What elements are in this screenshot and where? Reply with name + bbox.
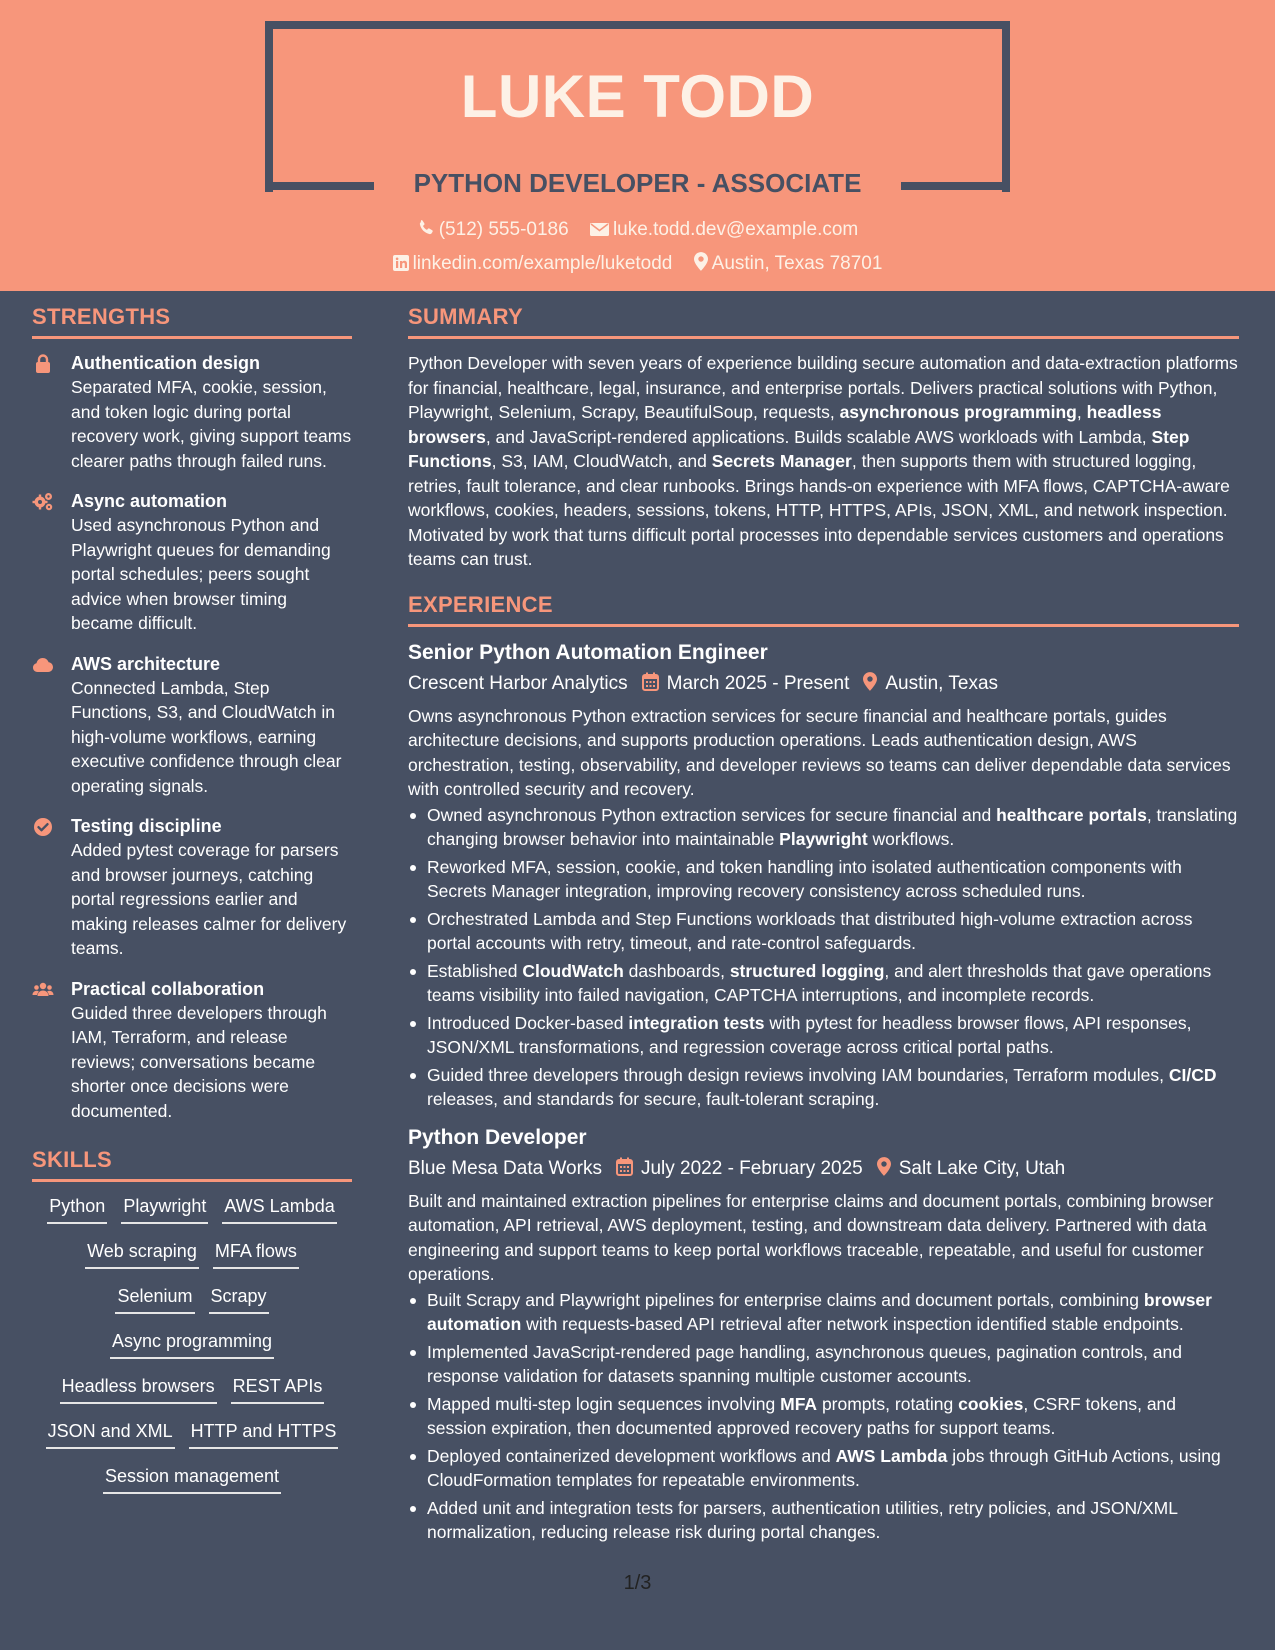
job-bullet: Implemented JavaScript-rendered page handling, asynchronous queues, pagination controls, and response validation for datasets spanning multiple customer accounts. xyxy=(408,1340,1239,1389)
job-bullet: Orchestrated Lambda and Step Functions workloads that distributed high-volume extraction across portal accounts with retry, timeout, and rate-control safeguards. xyxy=(408,907,1239,956)
strength-title: AWS architecture xyxy=(71,653,221,674)
skill-tag: Playwright xyxy=(121,1194,208,1224)
job-role: Python Developer xyxy=(408,1125,587,1149)
right-column xyxy=(408,304,1239,1557)
skill-tag: Python xyxy=(47,1194,107,1224)
skill-tag: AWS Lambda xyxy=(222,1194,336,1224)
job-bullet: Owned asynchronous Python extraction services for secure financial and healthcare portals, translating changing browser behavior into maintainable Playwright workflows. xyxy=(408,803,1239,852)
job-entry xyxy=(408,1124,1239,1545)
job-bullet: Established CloudWatch dashboards, structured logging, and alert thresholds that gave operations teams visibility into failed navigation, CAPTCHA interruptions, and incomplete records. xyxy=(408,959,1239,1008)
skills-list xyxy=(32,1194,352,1495)
calendar-icon xyxy=(616,1157,633,1176)
experience-heading: EXPERIENCE xyxy=(408,592,1239,627)
strength-item xyxy=(32,977,352,1124)
strength-item xyxy=(32,489,352,636)
phone-icon xyxy=(417,219,435,237)
skill-tag: Async programming xyxy=(110,1329,274,1359)
job-dates: July 2022 - February 2025 xyxy=(640,1157,863,1179)
header-banner xyxy=(0,0,1275,291)
strength-title: Testing discipline xyxy=(71,816,222,836)
strengths-heading: STRENGTHS xyxy=(32,304,352,339)
job-bullet: Deployed containerized development workflows and AWS Lambda jobs through GitHub Actions, using CloudFormation templates for repeatable environments. xyxy=(408,1444,1239,1493)
job-title: PYTHON DEVELOPER - ASSOCIATE xyxy=(413,168,862,198)
job-dates: March 2025 - Present xyxy=(666,672,850,694)
users-icon xyxy=(32,979,54,1001)
job-bullet: Added unit and integration tests for parsers, authentication utilities, retry policies, and JSON/XML normalization, reducing release risk during portal changes. xyxy=(408,1496,1239,1545)
job-description: Built and maintained extraction pipelines for enterprise claims and document portals, combining browser automation, API retrieval, AWS deployment, testing, and downstream data delivery. Partnered with data engineering and support teams to keep portal workflows traceable, repeatable, and useful for customer operations. xyxy=(408,1190,1214,1284)
job-company: Crescent Harbor Analytics xyxy=(408,672,628,694)
left-column xyxy=(32,304,352,1509)
strength-desc: Used asynchronous Python and Playwright queues for demanding portal schedules; peers sought advice when browser timing became difficult. xyxy=(71,515,331,633)
skill-tag: Scrapy xyxy=(209,1284,269,1314)
job-location: Salt Lake City, Utah xyxy=(898,1157,1066,1179)
map-pin-icon xyxy=(877,1157,891,1176)
strength-item xyxy=(32,652,352,799)
strength-desc: Guided three developers through IAM, Terraform, and release reviews; conversations became shorter once decisions were documented. xyxy=(71,1002,327,1121)
check-circle-icon xyxy=(32,816,54,838)
contact-email[interactable] xyxy=(590,219,858,241)
skill-tag: HTTP and HTTPS xyxy=(189,1419,339,1449)
job-bullets xyxy=(408,803,1239,1112)
map-pin-icon xyxy=(694,252,708,271)
job-bullet: Introduced Docker-based integration tests with pytest for headless browser flows, API responses, JSON/XML transformations, and regression coverage across critical portal paths. xyxy=(408,1011,1239,1060)
skill-row xyxy=(32,1464,352,1495)
strength-desc: Added pytest coverage for parsers and browser journeys, catching portal regressions earlier and making releases calmer for delivery teams. xyxy=(71,840,347,958)
contact-linkedin[interactable] xyxy=(393,253,673,275)
skill-tag: REST APIs xyxy=(231,1374,325,1404)
cloud-icon xyxy=(32,654,54,676)
envelope-icon xyxy=(590,221,609,237)
phone-text: (512) 555-0186 xyxy=(438,219,569,240)
page-number: 1/3 xyxy=(623,1572,652,1594)
job-bullet: Built Scrapy and Playwright pipelines for enterprise claims and document portals, combining browser automation with requests-based API retrieval after network inspection identified stable endpoints. xyxy=(408,1288,1239,1337)
summary-text: Python Developer with seven years of experience building secure automation and data-extraction platforms for financial, healthcare, legal, insurance, and enterprise portals. Delivers practical solutions with Python, Playwright, Selenium, Scrapy, BeautifulSoup, requests, asynchronous programming, headless browsers, and JavaScript-rendered applications. Builds scalable AWS workloads with Lambda, Step Functions, S3, IAM, CloudWatch, and Secrets Manager, then supports them with structured logging, retries, fault tolerance, and clear runbooks. Brings hands-on experience with MFA flows, CAPTCHA-aware workflows, cookies, headers, sessions, tokens, HTTP, HTTPS, APIs, JSON, XML, and network inspection. Motivated by work that turns difficult portal processes into dependable services customers and operations teams can trust. xyxy=(408,353,1238,569)
job-meta xyxy=(408,1155,1239,1183)
summary-heading: SUMMARY xyxy=(408,304,1239,339)
location-text: Austin, Texas 78701 xyxy=(711,253,883,274)
calendar-icon xyxy=(642,672,659,691)
contact-phone[interactable] xyxy=(417,219,569,241)
strength-desc: Separated MFA, cookie, session, and token logic during portal recovery work, giving support teams clearer paths through failed runs. xyxy=(71,377,352,471)
email-text: luke.todd.dev@example.com xyxy=(612,219,859,240)
job-meta xyxy=(408,670,1239,698)
gears-icon xyxy=(32,491,54,513)
job-company: Blue Mesa Data Works xyxy=(408,1157,602,1179)
strength-item xyxy=(32,351,352,473)
skills-heading: SKILLS xyxy=(32,1147,352,1182)
skill-row xyxy=(32,1284,352,1315)
skill-tag: Selenium xyxy=(115,1284,194,1314)
linkedin-icon xyxy=(393,255,409,271)
job-bullet: Reworked MFA, session, cookie, and token handling into isolated authentication components with Secrets Manager integration, improving recovery consistency across scheduled runs. xyxy=(408,855,1239,904)
strength-title: Authentication design xyxy=(71,353,260,373)
candidate-name: LUKE TODD xyxy=(460,63,815,130)
map-pin-icon xyxy=(863,672,877,691)
skill-tag: JSON and XML xyxy=(46,1419,175,1449)
contact-location xyxy=(694,252,883,275)
skill-row xyxy=(32,1239,352,1270)
linkedin-text: linkedin.com/example/luketodd xyxy=(412,253,673,274)
lock-icon xyxy=(32,353,54,375)
job-bullet: Guided three developers through design reviews involving IAM boundaries, Terraform modules, CI/CD releases, and standards for secure, fault-tolerant scraping. xyxy=(408,1063,1239,1112)
contact-row-1 xyxy=(0,219,1275,241)
skill-tag: Headless browsers xyxy=(60,1374,217,1404)
contact-row-2 xyxy=(0,252,1275,275)
skill-tag: Web scraping xyxy=(85,1239,199,1269)
job-role: Senior Python Automation Engineer xyxy=(408,640,768,664)
job-location: Austin, Texas xyxy=(885,672,999,694)
strength-desc: Connected Lambda, Step Functions, S3, and CloudWatch in high-volume workflows, earning executive confidence through clear operating signals. xyxy=(71,677,342,796)
skill-tag: Session management xyxy=(103,1464,281,1494)
strength-item xyxy=(32,814,352,961)
skill-row xyxy=(32,1329,352,1360)
job-bullets xyxy=(408,1288,1239,1545)
skill-row xyxy=(32,1194,352,1225)
job-entry xyxy=(408,639,1239,1112)
strength-title: Practical collaboration xyxy=(71,978,265,999)
skill-row xyxy=(32,1374,352,1405)
skill-row xyxy=(32,1419,352,1450)
skill-tag: MFA flows xyxy=(213,1239,299,1269)
job-description: Owns asynchronous Python extraction services for secure financial and healthcare portals, guides architecture decisions, and supports production operations. Leads authentication design, AWS orchestration, testing, observability, and developer reviews so teams can deliver dependable data services with controlled security and recovery. xyxy=(408,705,1231,799)
job-bullet: Mapped multi-step login sequences involving MFA prompts, rotating cookies, CSRF tokens, and session expiration, then documented approved recovery paths for support teams. xyxy=(408,1392,1239,1441)
strength-title: Async automation xyxy=(71,491,228,511)
